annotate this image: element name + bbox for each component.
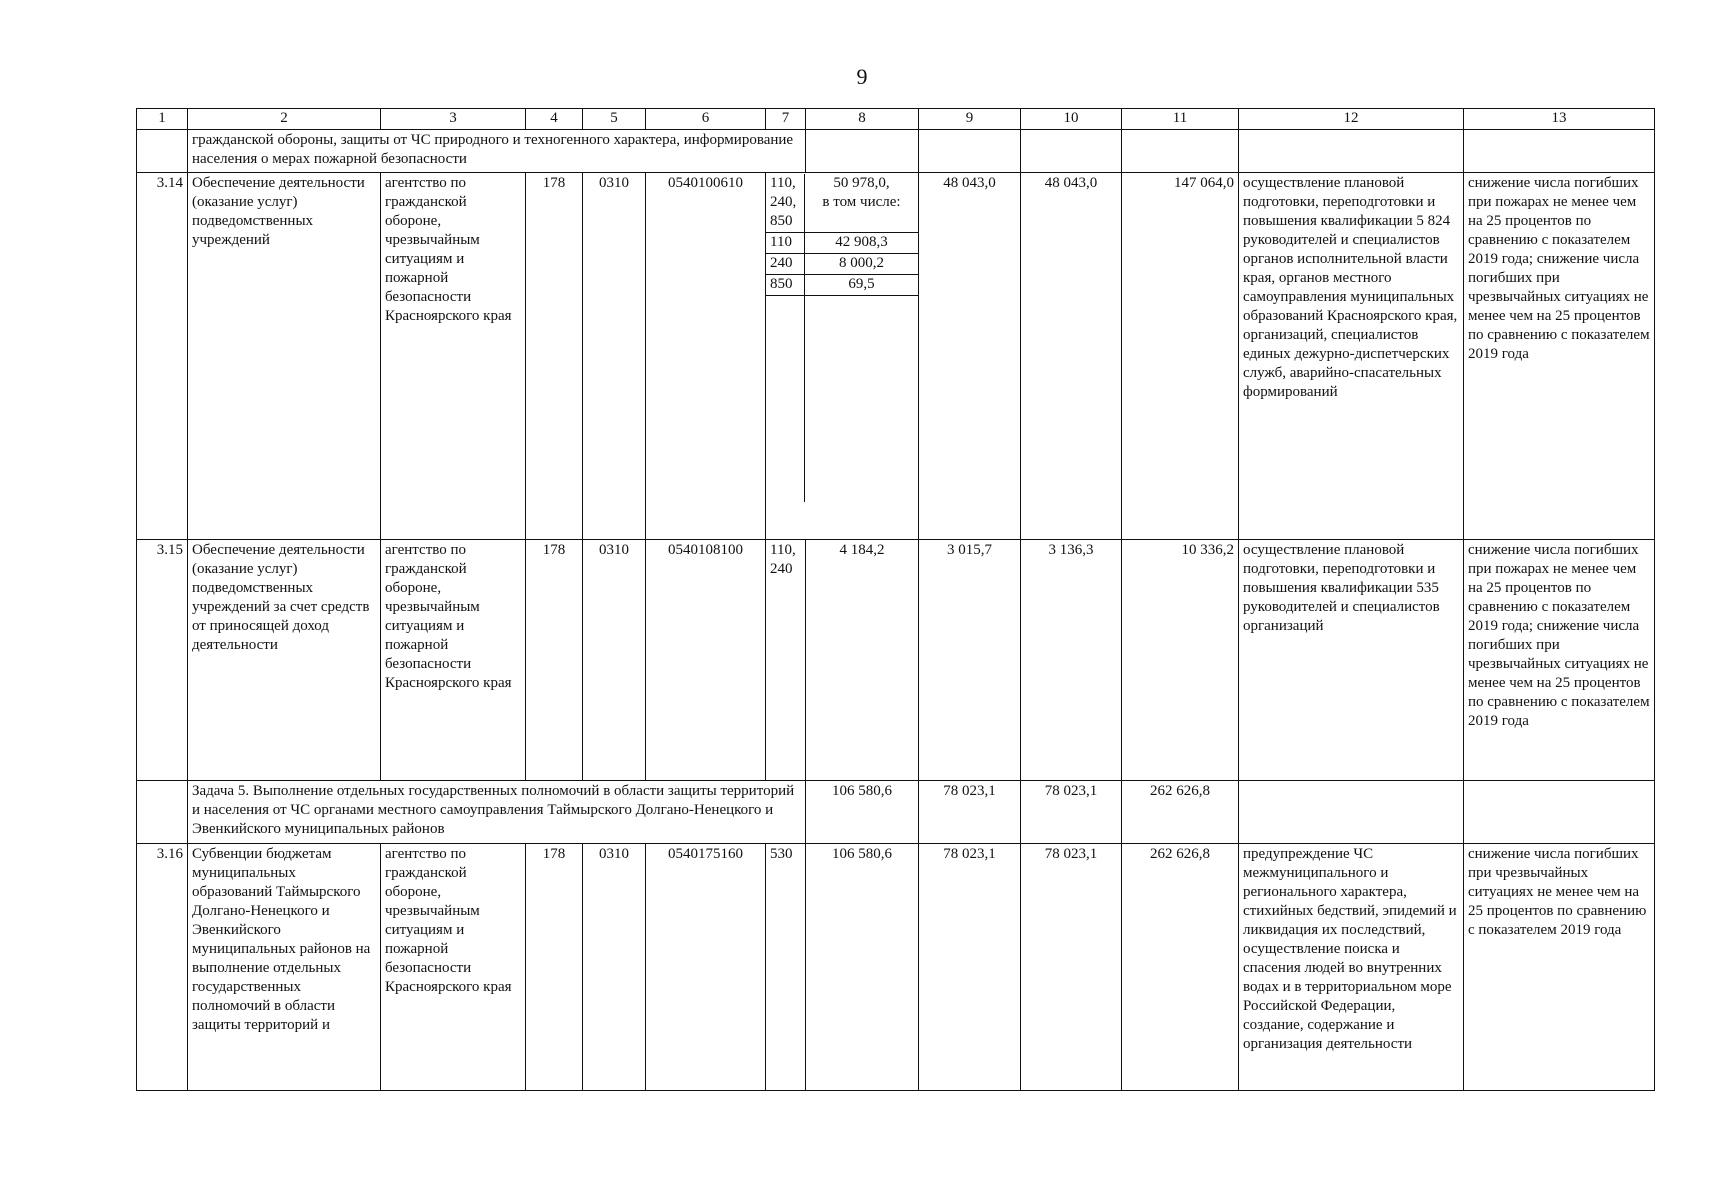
breakdown-code: 110 xyxy=(766,233,805,253)
value-2022: 3 136,3 xyxy=(1021,540,1122,781)
vr-codes: 110, 240 xyxy=(766,540,806,781)
value-sum: 262 626,8 xyxy=(1122,781,1239,844)
value-2022: 48 043,0 xyxy=(1021,173,1122,540)
breakdown-value: 8 000,2 xyxy=(839,255,884,271)
rzpr-code: 0310 xyxy=(583,540,646,781)
csr-code: 0540175160 xyxy=(646,844,766,1091)
rzpr-code: 0310 xyxy=(583,844,646,1091)
agency-name: агентство по гражданской обороне, чрезвычайным ситуациям и пожарной безопасности Красноярского края xyxy=(381,844,526,1091)
header-cell: 2 xyxy=(188,109,381,130)
grbs-code: 178 xyxy=(526,540,583,781)
value-2020: 4 184,2 xyxy=(806,540,919,781)
rzpr-code: 0310 xyxy=(583,173,646,540)
value-2022: 78 023,1 xyxy=(1021,844,1122,1091)
activity-name: Обеспечение деятельности (оказание услуг) подведомственных учреждений за счет средств от приносящей доход деятельности xyxy=(188,540,381,781)
header-cell: 7 xyxy=(766,109,806,130)
row-number: 3.14 xyxy=(137,173,188,540)
row-number: 3.15 xyxy=(137,540,188,781)
continuation-text: гражданской обороны, защиты от ЧС природного и техногенного характера, информирование населения о мерах пожарной безопасности xyxy=(188,130,806,173)
vr-and-2020-cell xyxy=(766,173,919,540)
value-sum: 147 064,0 xyxy=(1122,173,1239,540)
value-2020: 106 580,6 xyxy=(806,781,919,844)
vr-total-line xyxy=(766,174,918,232)
page-number: 9 xyxy=(856,64,868,89)
csr-code: 0540108100 xyxy=(646,540,766,781)
table-row xyxy=(137,844,1655,1091)
header-row xyxy=(137,109,1655,130)
program-table xyxy=(136,108,1655,1091)
activity-name: Субвенции бюджетам муниципальных образований Таймырского Долгано-Ненецкого и Эвенкийского муниципальных районов на выполнение отдельных государственных полномочий в области защиты территорий и xyxy=(188,844,381,1091)
expected-result: осуществление плановой подготовки, переподготовки и повышения квалификации 5 824 руководителей и специалистов органов исполнительной власти края, органов местного самоуправления муниципальных образований Красноярского края, организаций, специалистов единых дежурно-диспетчерских служб, аварийно-спасательных формирований xyxy=(1239,173,1464,540)
header-cell: 10 xyxy=(1021,109,1122,130)
agency-name: агентство по гражданской обороне, чрезвычайным ситуациям и пожарной безопасности Красноярского края xyxy=(381,173,526,540)
csr-code: 0540100610 xyxy=(646,173,766,540)
header-cell: 13 xyxy=(1464,109,1655,130)
expected-result: осуществление плановой подготовки, переподготовки и повышения квалификации 535 руководителей и специалистов организаций xyxy=(1239,540,1464,781)
row-number: 3.16 xyxy=(137,844,188,1091)
grbs-code: 178 xyxy=(526,173,583,540)
value-2022: 78 023,1 xyxy=(1021,781,1122,844)
expected-result: предупреждение ЧС межмуниципального и регионального характера, стихийных бедствий, эпидемий и ликвидация их последствий, осуществление поиска и спасения людей во внутренних водах и в территориальном море Российской Федерации, создание, содержание и организация деятельности xyxy=(1239,844,1464,1091)
grbs-code: 178 xyxy=(526,844,583,1091)
breakdown-code: 240 xyxy=(766,254,805,274)
value-2021: 78 023,1 xyxy=(919,844,1021,1091)
value-2021: 78 023,1 xyxy=(919,781,1021,844)
breakdown-code: 850 xyxy=(766,275,805,295)
header-cell: 9 xyxy=(919,109,1021,130)
value-2021: 3 015,7 xyxy=(919,540,1021,781)
vr-codes: 530 xyxy=(766,844,806,1091)
breakdown-value: 69,5 xyxy=(848,276,875,292)
value-sum: 262 626,8 xyxy=(1122,844,1239,1091)
value-2021: 48 043,0 xyxy=(919,173,1021,540)
breakdown-value: 42 908,3 xyxy=(835,234,888,250)
effect-text: снижение числа погибших при пожарах не менее чем на 25 процентов по сравнению с показателем 2019 года; снижение числа погибших при чрезвычайных ситуациях не менее чем на 25 процентов по сравнению с показателем 2019 года xyxy=(1464,173,1655,540)
agency-name: агентство по гражданской обороне, чрезвычайным ситуациям и пожарной безопасности Красноярского края xyxy=(381,540,526,781)
breakdown-row xyxy=(766,253,918,274)
effect-text: снижение числа погибших при пожарах не менее чем на 25 процентов по сравнению с показателем 2019 года; снижение числа погибших при чрезвычайных ситуациях не менее чем на 25 процентов по сравнению с показателем 2019 года xyxy=(1464,540,1655,781)
task-text: Задача 5. Выполнение отдельных государственных полномочий в области защиты территорий и населения от ЧС органами местного самоуправления Таймырского Долгано-Ненецкого и Эвенкийского муниципальных районов xyxy=(188,781,806,844)
total-2020: 50 978,0, в том числе: xyxy=(822,175,901,210)
table-row xyxy=(137,173,1655,540)
value-2020: 106 580,6 xyxy=(806,844,919,1091)
header-cell: 12 xyxy=(1239,109,1464,130)
breakdown-row xyxy=(766,274,918,296)
header-cell: 11 xyxy=(1122,109,1239,130)
task-row xyxy=(137,781,1655,844)
header-cell: 6 xyxy=(646,109,766,130)
vr-codes: 110, 240, 850 xyxy=(766,174,805,232)
value-sum: 10 336,2 xyxy=(1122,540,1239,781)
header-cell: 1 xyxy=(137,109,188,130)
activity-name: Обеспечение деятельности (оказание услуг) подведомственных учреждений xyxy=(188,173,381,540)
breakdown-row xyxy=(766,232,918,253)
effect-text: снижение числа погибших при чрезвычайных ситуациях не менее чем на 25 процентов по сравнению с показателем 2019 года xyxy=(1464,844,1655,1091)
header-cell: 3 xyxy=(381,109,526,130)
continuation-row xyxy=(137,130,1655,173)
header-cell: 8 xyxy=(806,109,919,130)
table-row xyxy=(137,540,1655,781)
header-cell: 4 xyxy=(526,109,583,130)
header-cell: 5 xyxy=(583,109,646,130)
